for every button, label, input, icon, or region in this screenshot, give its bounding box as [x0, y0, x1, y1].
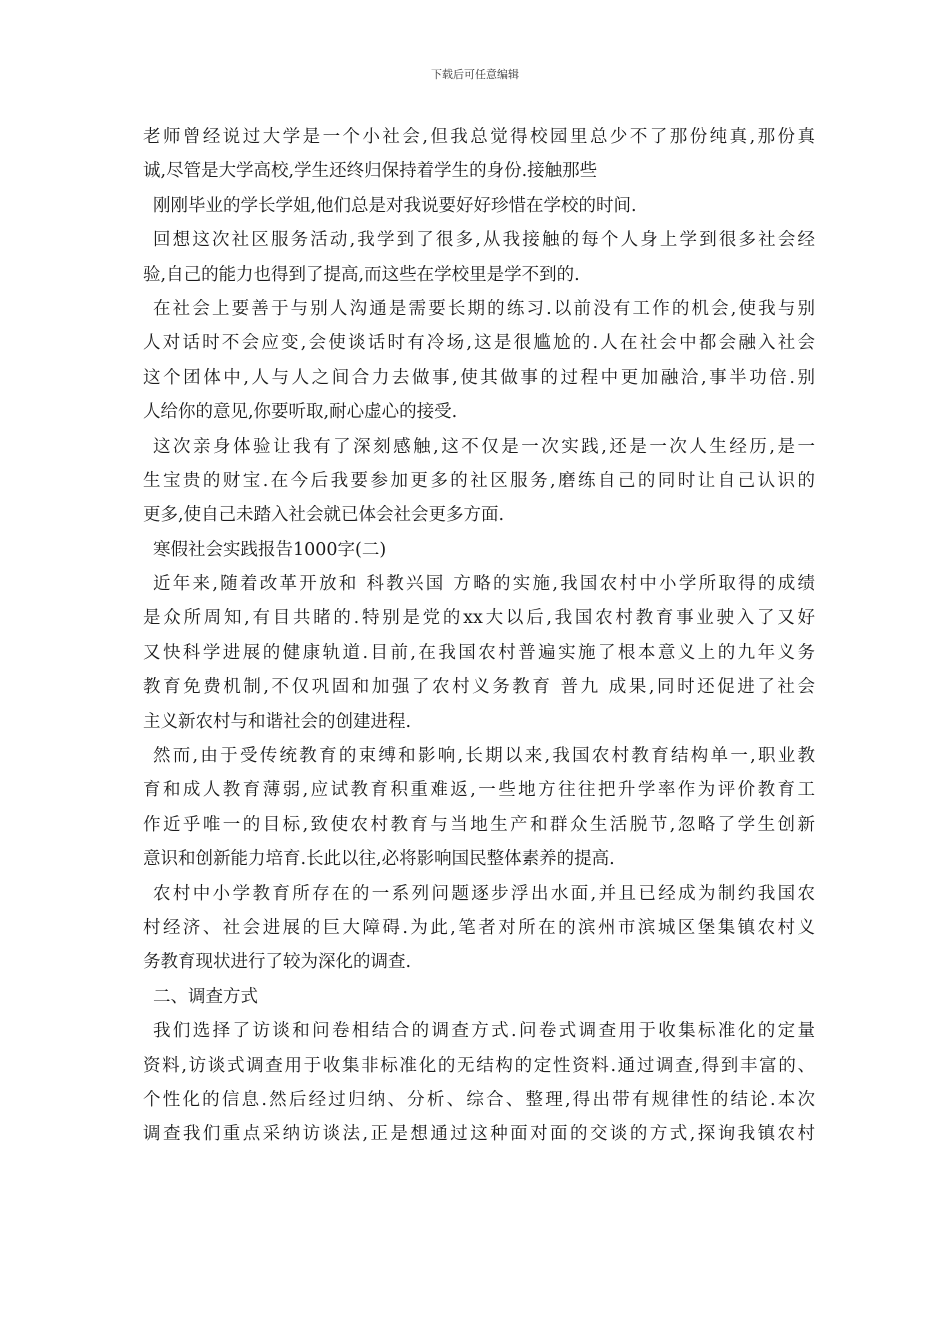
text-line: 验,自己的能力也得到了提高,而这些在学校里是学不到的.: [143, 264, 580, 285]
text-line: 教育免费机制,不仅巩固和加强了农村义务教育 普九 成果,同时还促进了社会: [143, 677, 815, 698]
text-line: 育和成人教育薄弱,应试教育积重难返,一些地方往往把升学率作为评价教育工: [143, 780, 815, 801]
text-line: 更多,使自己未踏入社会就已体会社会更多方面.: [143, 505, 505, 526]
text-line: 村经济、社会进展的巨大障碍.为此,笔者对所在的滨州市滨城区堡集镇农村义: [143, 917, 815, 938]
text-line: 人对话时不会应变,会使谈话时有冷场,这是很尴尬的.人在社会中都会融入社会: [143, 333, 815, 354]
text-line: 务教育现状进行了较为深化的调查.: [143, 952, 412, 973]
text-line: 近年来,随着改革开放和 科教兴国 方略的实施,我国农村中小学所取得的成绩: [153, 574, 815, 595]
text-line: 在社会上要善于与别人沟通是需要长期的练习.以前没有工作的机会,使我与别: [153, 298, 815, 319]
text-line: 这个团体中,人与人之间合力去做事,使其做事的过程中更加融洽,事半功倍.别: [143, 367, 815, 388]
text-line: 主义新农村与和谐社会的创建进程.: [143, 711, 412, 732]
text-line: 意识和创新能力培育.长此以往,必将影响国民整体素养的提高.: [143, 849, 615, 870]
document-body: [143, 120, 815, 1152]
text-line: 这次亲身体验让我有了深刻感触,这不仅是一次实践,还是一次人生经历,是一: [153, 436, 815, 457]
text-line: 回想这次社区服务活动,我学到了很多,从我接触的每个人身上学到很多社会经: [153, 230, 815, 251]
text-line: 然而,由于受传统教育的束缚和影响,长期以来,我国农村教育结构单一,职业教: [153, 746, 815, 767]
text-line: 是众所周知,有目共睹的.特别是党的xx大以后,我国农村教育事业驶入了又好: [143, 608, 815, 629]
text-line: 作近乎唯一的目标,致使农村教育与当地生产和群众生活脱节,忽略了学生创新: [143, 814, 815, 835]
text-line: 资料,访谈式调查用于收集非标准化的无结构的定性资料.通过调查,得到丰富的、: [143, 1055, 815, 1076]
text-line: 生宝贵的财宝.在今后我要参加更多的社区服务,磨练自己的同时让自己认识的: [143, 470, 815, 491]
section-heading: 寒假社会实践报告1000字(二): [153, 539, 387, 560]
text-line: 个性化的信息.然后经过归纳、分析、综合、整理,得出带有规律性的结论.本次: [143, 1089, 815, 1110]
text-line: 农村中小学教育所存在的一系列问题逐步浮出水面,并且已经成为制约我国农: [153, 883, 815, 904]
text-line: 诚,尽管是大学高校,学生还终归保持着学生的身份.接触那些: [143, 161, 598, 182]
text-line: 我们选择了访谈和问卷相结合的调查方式.问卷式调查用于收集标准化的定量: [153, 1021, 815, 1042]
text-line: 又快科学进展的健康轨道.目前,在我国农村普遍实施了根本意义上的九年义务: [143, 642, 815, 663]
text-line: 刚刚毕业的学长学姐,他们总是对我说要好好珍惜在学校的时间.: [153, 195, 637, 216]
text-line: 人给你的意见,你要听取,耐心虚心的接受.: [143, 402, 458, 423]
text-line: 调查我们重点采纳访谈法,正是想通过这种面对面的交谈的方式,探询我镇农村: [143, 1124, 815, 1145]
page-header: 下载后可任意编辑: [431, 68, 519, 81]
section-heading: 二、调查方式: [153, 986, 258, 1007]
text-line: 老师曾经说过大学是一个小社会,但我总觉得校园里总少不了那份纯真,那份真: [143, 127, 815, 147]
